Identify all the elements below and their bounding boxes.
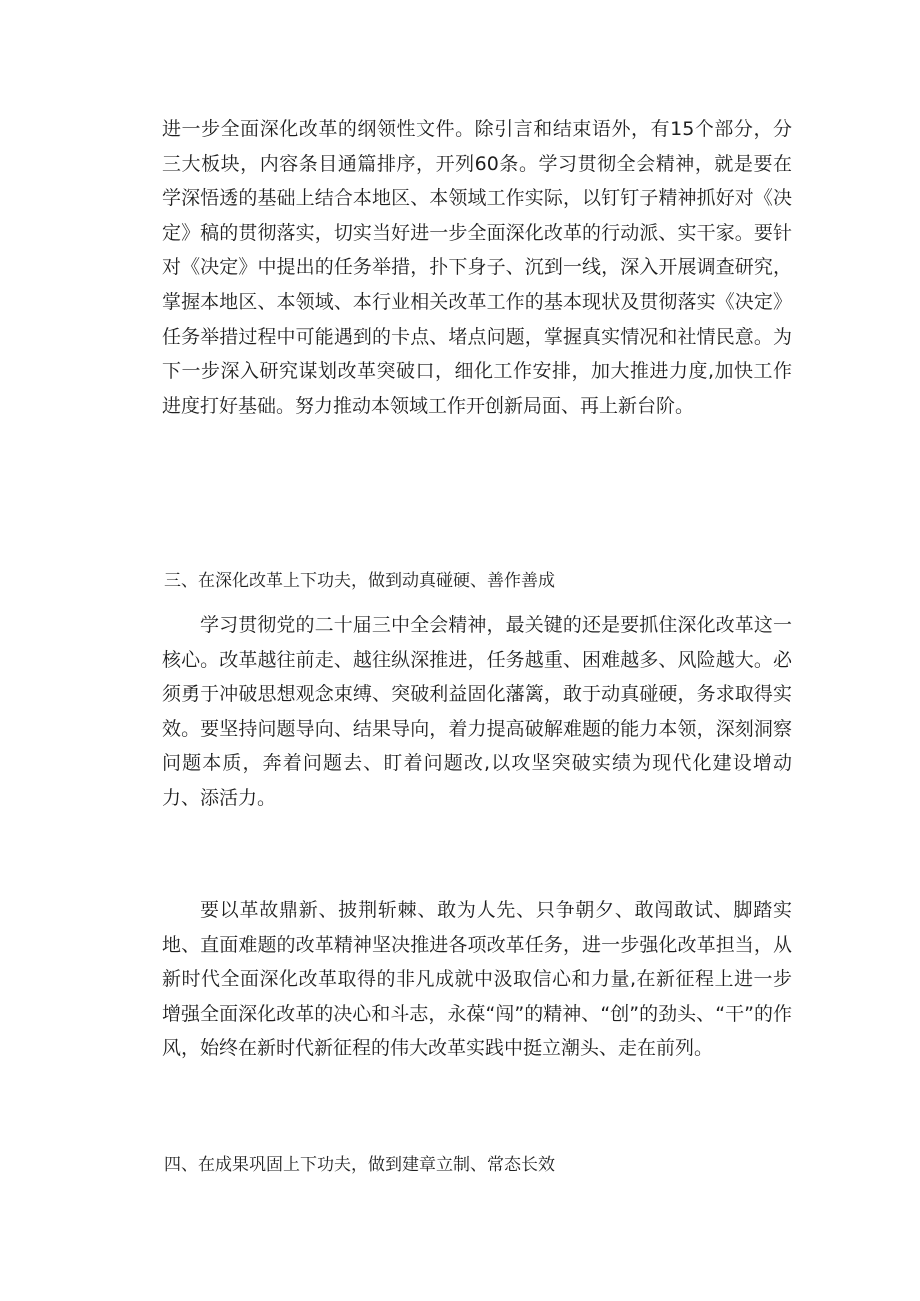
- paragraph-block-3: [162, 893, 792, 1066]
- section-heading-3: 三、在深化改革上下功夫，做到动真碰硬、善作善成: [164, 571, 555, 591]
- paragraph-reform-spirit: 要以革故鼎新、披荆斩棘、敢为人先、只争朝夕、敢闯敢试、脚踏实地、直面难题的改革精神坚决推进各项改革任务，进一步强化改革担当，从新时代全面深化改革取得的非凡成就中汲取信心和力量,在新征程上进一步增强全面深化改革的决心和斗志，永葆“闯”的精神、“创”的劲头、“干”的作风，始终在新时代新征程的伟大改革实践中挺立潮头、走在前列。: [162, 899, 792, 1060]
- paragraph-deepen-reform: 学习贯彻党的二十届三中全会精神，最关键的还是要抓住深化改革这一核心。改革越往前走、越往纵深推进，任务越重、困难越多、风险越大。必须勇于冲破思想观念束缚、突破利益固化藩篱，敢于动真碰硬，务求取得实效。要坚持问题导向、结果导向，着力提高破解难题的能力本领，深刻洞察问题本质，奔着问题去、盯着问题改,以攻坚突破实绩为现代化建设增动力、添活力。: [162, 614, 792, 809]
- paragraph-continuation: 进一步全面深化改革的纲领性文件。除引言和结束语外，有15个部分，分三大板块，内容条目通篇排序，开列60条。学习贯彻全会精神，就是要在学深悟透的基础上结合本地区、本领域工作实际，以钉钉子精神抓好对《决定》稿的贯彻落实，切实当好进一步全面深化改革的行动派、实干家。要针对《决定》中提出的任务举措，扑下身子、沉到一线，深入开展调查研究，掌握本地区、本领域、本行业相关改革工作的基本现状及贯彻落实《决定》任务举措过程中可能遇到的卡点、堵点问题，掌握真实情况和社情民意。为下一步深入研究谋划改革突破口，细化工作安排，加大推进力度,加快工作进度打好基础。努力推动本领域工作开创新局面、再上新台阶。: [162, 118, 792, 417]
- paragraph-block-2: [162, 608, 792, 816]
- section-heading-4: 四、在成果巩固上下功夫，做到建章立制、常态长效: [164, 1155, 555, 1175]
- paragraph-block-1: [162, 112, 792, 423]
